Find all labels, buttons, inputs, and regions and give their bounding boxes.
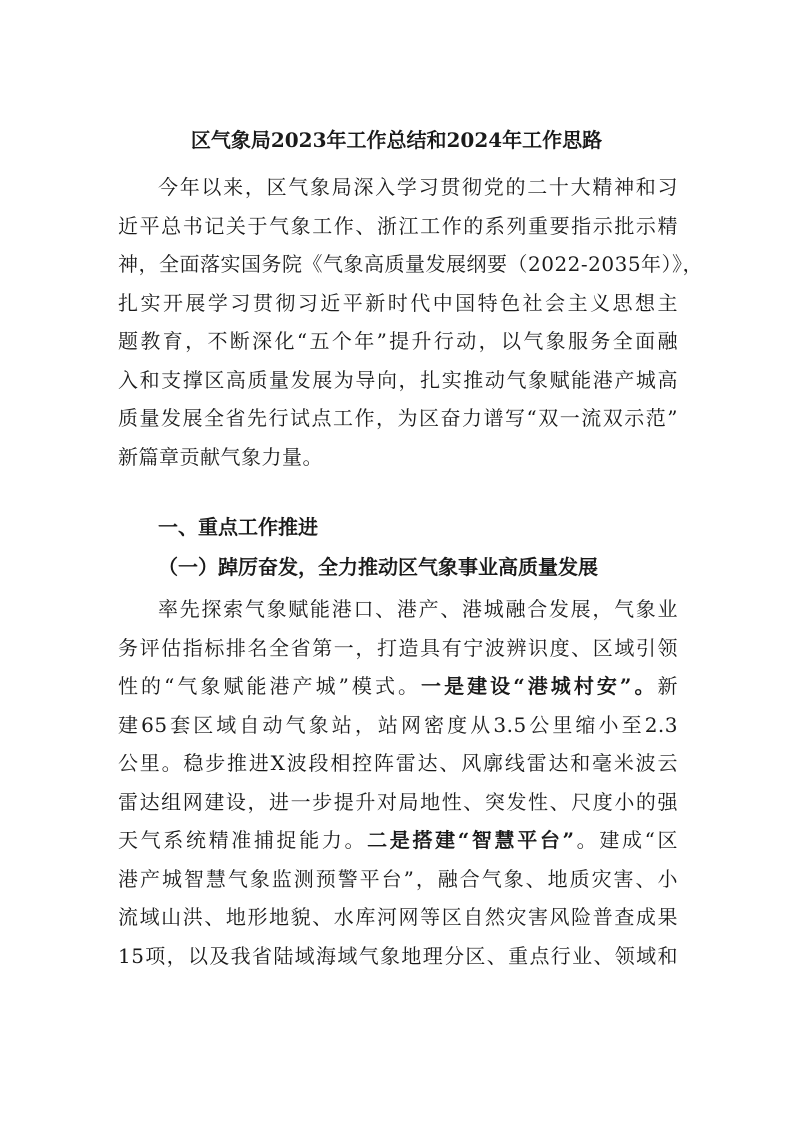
body-line-text: 性的“气象赋能港产城”模式。 <box>118 674 422 698</box>
body-line: 建65套区域自动气象站，站网密度从3.5公里缩小至2.3 <box>118 712 678 737</box>
intro-line: 今年以来，区气象局深入学习贯彻党的二十大精神和习 <box>158 175 678 199</box>
intro-line: 题教育，不断深化“五个年”提升行动，以气象服务全面融 <box>118 329 678 353</box>
section-heading: 一、重点工作推进 <box>158 515 318 539</box>
body-line: 务评估指标排名全省第一，打造具有宁波辨识度、区域引领 <box>118 635 678 660</box>
body-line-text: 新 <box>657 674 678 698</box>
intro-paragraph <box>118 168 704 476</box>
body-line <box>118 667 678 706</box>
body-line <box>118 821 678 860</box>
intro-line: 入和支撑区高质量发展为导向，扎实推动气象赋能港产城高 <box>118 367 678 392</box>
body-line-text: 天气系统精准捕捉能力。 <box>118 828 368 852</box>
body-line-text: 。建成“区 <box>574 828 678 852</box>
body-line: 雷达组网建设，进一步提升对局地性、突发性、尺度小的强 <box>118 789 678 814</box>
body-line: 率先探索气象赋能港口、港产、港城融合发展，气象业 <box>158 597 678 621</box>
body-line: 15项，以及我省陆域海域气象地理分区、重点行业、领域和 <box>118 943 678 968</box>
document-title: 区气象局2023年工作总结和2024年工作思路 <box>190 128 603 152</box>
body-paragraph <box>118 590 678 975</box>
intro-line: 近平总书记关于气象工作、浙江工作的系列重要指示批示精 <box>118 213 678 238</box>
intro-line: 质量发展全省先行试点工作，为区奋力谱写“双一流双示范” <box>118 406 678 430</box>
body-line: 公里。稳步推进X波段相控阵雷达、风廓线雷达和毫米波云 <box>118 751 678 775</box>
intro-line: 新篇章贡献气象力量。 <box>118 444 323 469</box>
point-two-heading: 二是搭建“智慧平台” <box>367 828 575 852</box>
body-line: 港产城智慧气象监测预警平台”，融合气象、地质灾害、小 <box>118 866 678 891</box>
point-one-heading: 一是建设“港城村安”。 <box>421 674 658 698</box>
intro-line: 神，全面落实国务院《气象高质量发展纲要（2022-2035年）》， <box>118 252 704 276</box>
body-line: 流域山洪、地形地貌、水库河网等区自然灾害风险普查成果 <box>118 905 678 929</box>
subsection-heading: （一）踔厉奋发，全力推动区气象事业高质量发展 <box>158 555 598 579</box>
intro-line: 扎实开展学习贯彻习近平新时代中国特色社会主义思想主 <box>118 290 678 315</box>
